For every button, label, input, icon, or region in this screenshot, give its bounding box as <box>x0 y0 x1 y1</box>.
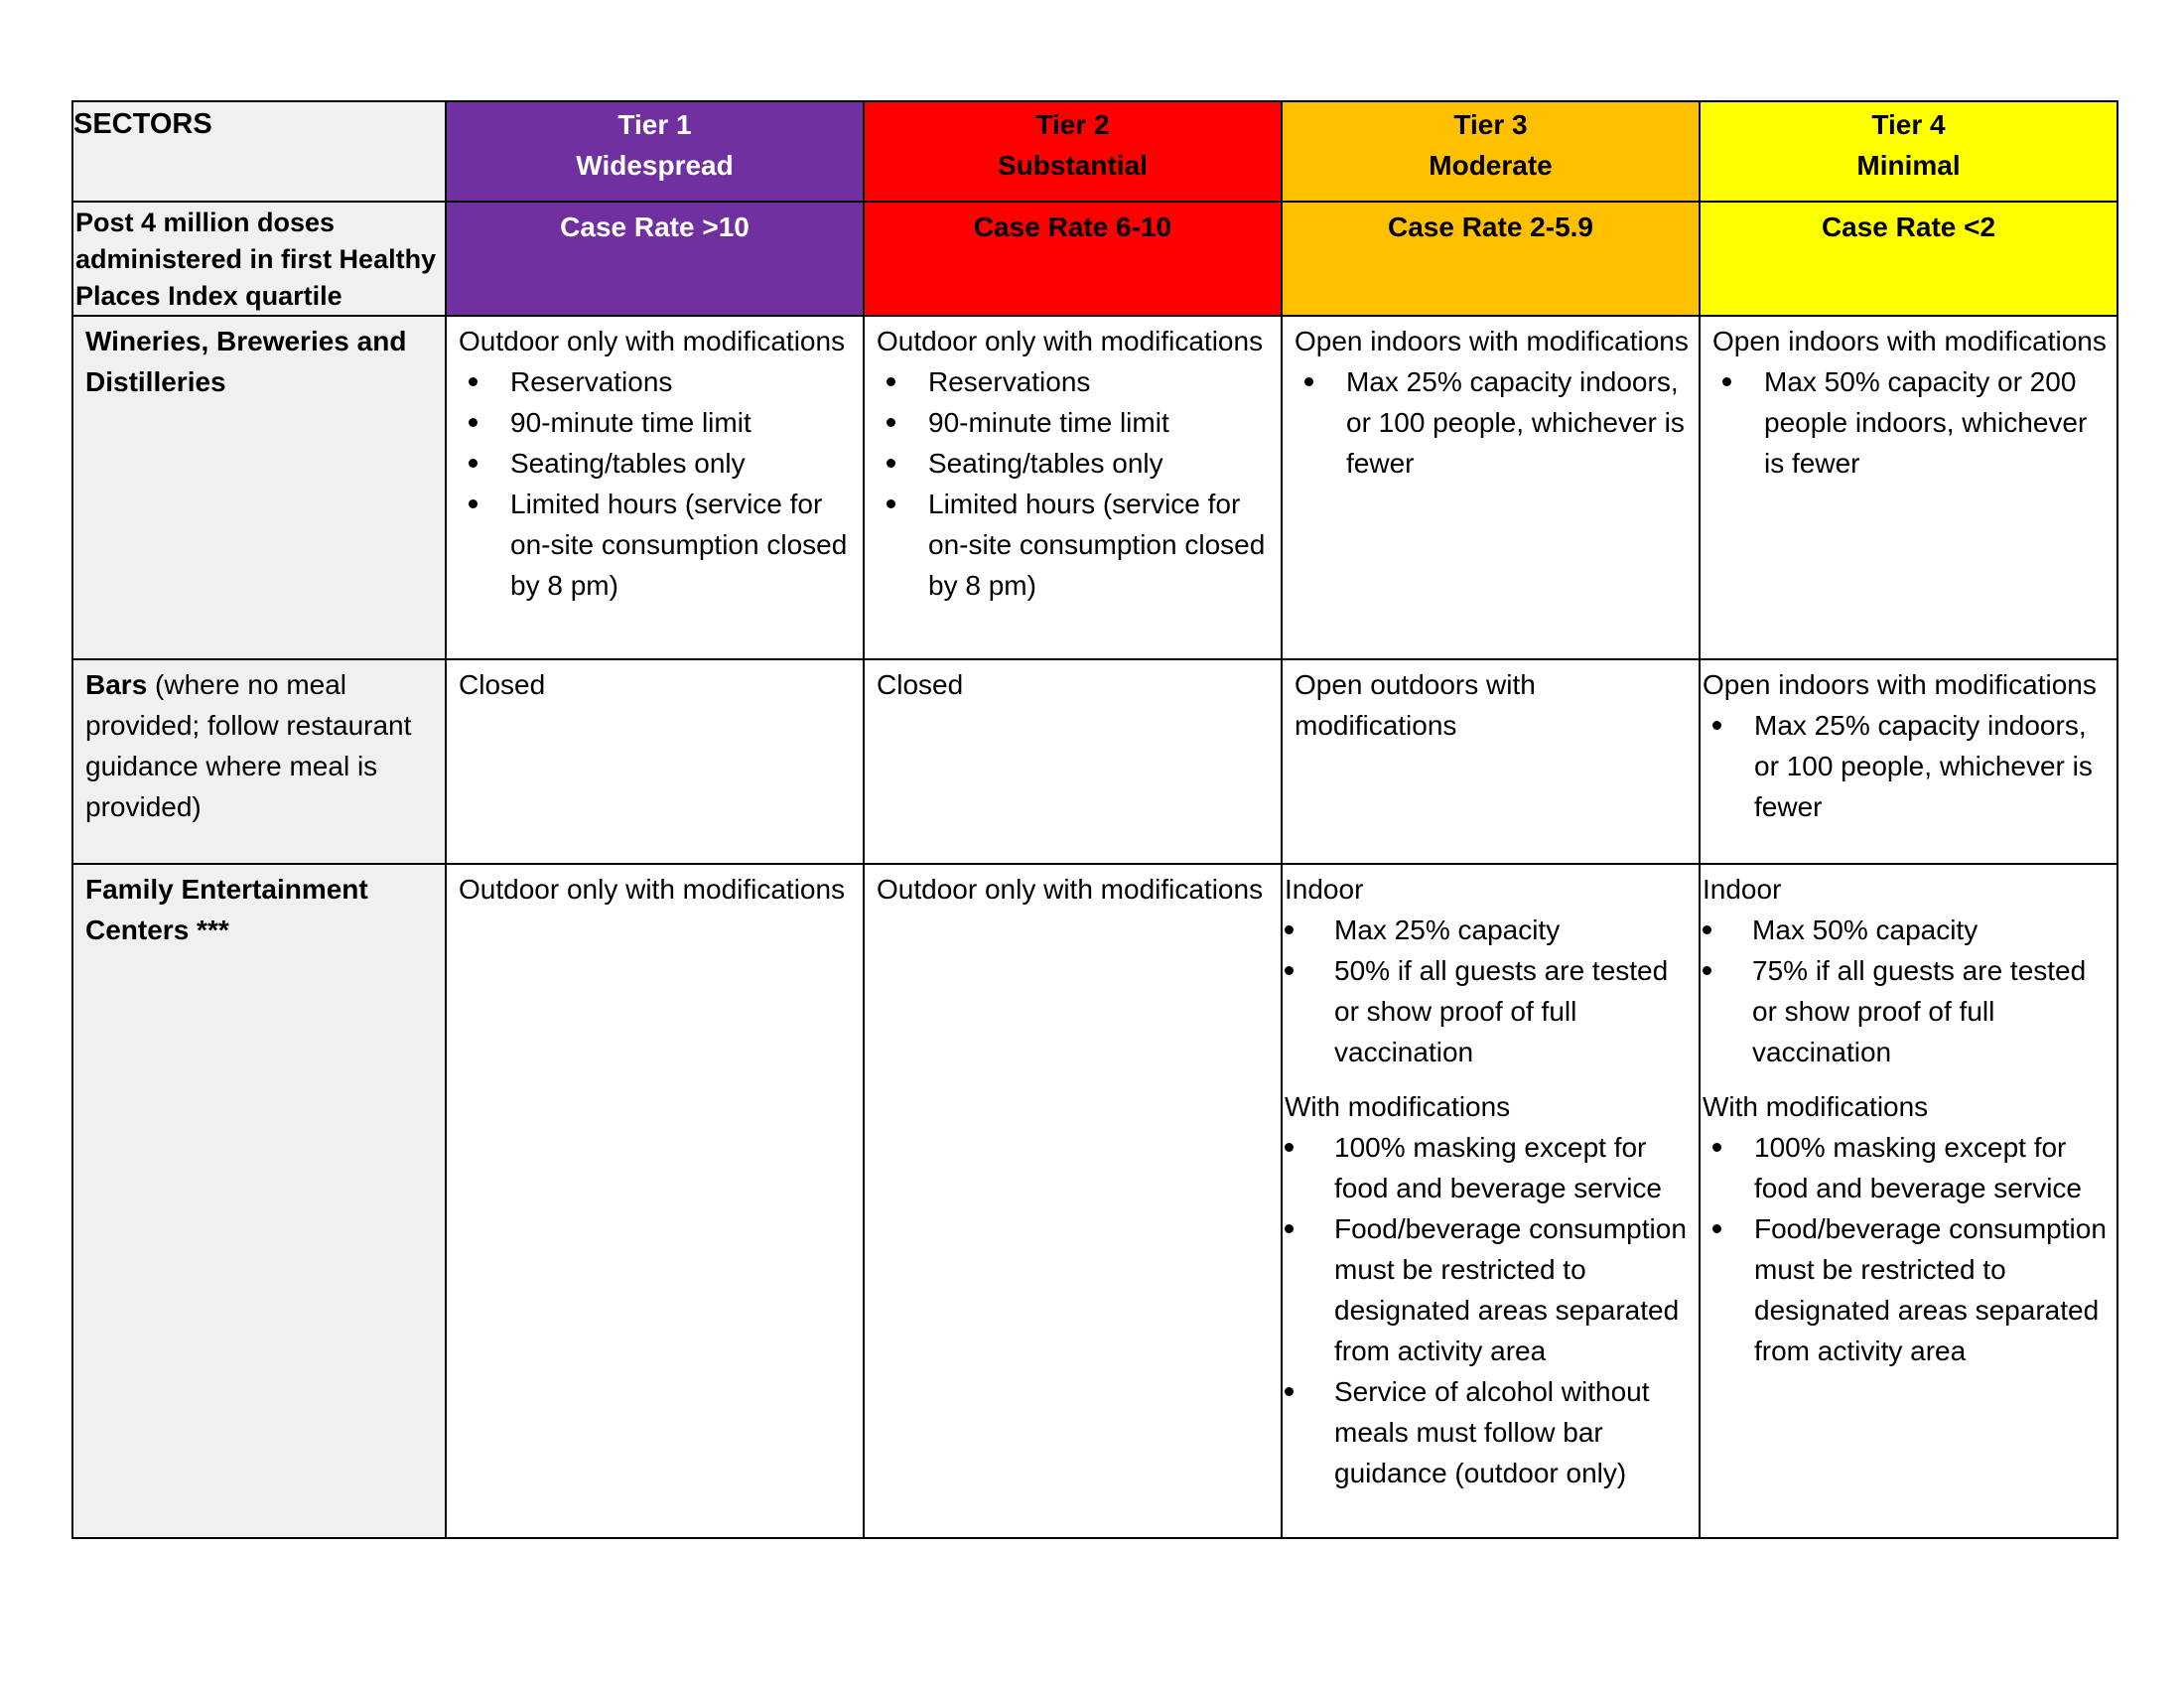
list-item: 90-minute time limit <box>459 402 859 443</box>
tier4-case-rate: Case Rate <2 <box>1700 202 2117 316</box>
list-item: Service of alcohol without meals must follow bar guidance (outdoor only) <box>1285 1371 1695 1493</box>
family-tier2-text: Outdoor only with modifications <box>877 874 1264 905</box>
tier2-name: Substantial <box>998 150 1148 181</box>
wineries-tier4-cell <box>1700 316 2117 659</box>
tier2-case-rate: Case Rate 6-10 <box>864 202 1282 316</box>
wineries-sector-name: Wineries, Breweries and Distilleries <box>85 326 407 397</box>
bars-tier4-intro: Open indoors with modifications <box>1703 669 2097 700</box>
tier4-name: Minimal <box>1856 150 1961 181</box>
bars-tier1-cell <box>446 659 864 864</box>
tier1-header <box>446 101 864 202</box>
list-item: Max 25% capacity indoors, or 100 people, whichever is fewer <box>1703 705 2113 827</box>
tier1-case-rate: Case Rate >10 <box>446 202 864 316</box>
list-item: Max 25% capacity indoors, or 100 people, whichever is fewer <box>1295 361 1695 484</box>
wineries-tier2-bullets <box>877 361 1277 606</box>
family-tier3-mods-label: With modifications <box>1285 1091 1511 1122</box>
family-tier3-indoor-label: Indoor <box>1285 874 1364 905</box>
wineries-sector-cell <box>72 316 446 659</box>
list-item: 100% masking except for food and beverage service <box>1703 1127 2113 1208</box>
list-item: Max 25% capacity <box>1285 910 1695 950</box>
bars-row <box>72 659 2117 864</box>
wineries-tier4-bullets <box>1712 361 2113 484</box>
list-item: Food/beverage consumption must be restricted to designated areas separated from activity area <box>1285 1208 1695 1371</box>
family-tier1-text: Outdoor only with modifications <box>459 874 846 905</box>
bars-tier2-text: Closed <box>877 669 964 700</box>
list-item: 50% if all guests are tested or show proof of full vaccination <box>1285 950 1695 1072</box>
bars-tier3-text: Open outdoors with modifications <box>1295 669 1536 741</box>
list-item: 100% masking except for food and beverage service <box>1285 1127 1695 1208</box>
bars-sector-text <box>73 660 445 831</box>
bars-tier1-text: Closed <box>459 669 546 700</box>
tier2-number: Tier 2 <box>1035 109 1110 140</box>
list-item: Seating/tables only <box>877 443 1277 484</box>
bars-tier3-cell <box>1282 659 1700 864</box>
wineries-tier1-cell <box>446 316 864 659</box>
bars-tier2-cell <box>864 659 1282 864</box>
case-rate-row <box>72 202 2117 316</box>
list-item: Limited hours (service for on-site consumption closed by 8 pm) <box>877 484 1277 606</box>
wineries-tier4-intro: Open indoors with modifications <box>1712 326 2107 356</box>
wineries-tier2-cell <box>864 316 1282 659</box>
tier1-name: Widespread <box>576 150 734 181</box>
bars-tier4-cell <box>1700 659 2117 864</box>
tier3-name: Moderate <box>1429 150 1553 181</box>
bars-sector-cell <box>72 659 446 864</box>
list-item: Limited hours (service for on-site consumption closed by 8 pm) <box>459 484 859 606</box>
wineries-tier2-intro: Outdoor only with modifications <box>877 326 1264 356</box>
tier4-header <box>1700 101 2117 202</box>
family-tier2-cell <box>864 864 1282 1538</box>
tier3-case-rate: Case Rate 2-5.9 <box>1282 202 1700 316</box>
family-entertainment-row <box>72 864 2117 1538</box>
family-tier4-mods-bullets <box>1703 1127 2113 1371</box>
wineries-tier3-intro: Open indoors with modifications <box>1295 326 1689 356</box>
bars-sector-name: Bars <box>85 669 148 700</box>
tier3-header <box>1282 101 1700 202</box>
family-tier4-cell <box>1700 864 2117 1538</box>
list-item: 90-minute time limit <box>877 402 1277 443</box>
family-sector-name: Family Entertainment Centers *** <box>85 874 368 945</box>
family-tier3-indoor-bullets <box>1285 910 1695 1072</box>
family-tier3-mods-bullets <box>1285 1127 1695 1493</box>
tier4-number: Tier 4 <box>1871 109 1946 140</box>
wineries-tier1-bullets <box>459 361 859 606</box>
family-tier3-cell <box>1282 864 1700 1538</box>
family-sector-cell <box>72 864 446 1538</box>
list-item: Reservations <box>459 361 859 402</box>
sectors-label: SECTORS <box>73 108 212 140</box>
wineries-tier3-bullets <box>1295 361 1695 484</box>
list-item: Food/beverage consumption must be restricted to designated areas separated from activity area <box>1703 1208 2113 1371</box>
list-item: Max 50% capacity <box>1703 910 2113 950</box>
wineries-tier1-intro: Outdoor only with modifications <box>459 326 846 356</box>
sectors-header-cell <box>72 101 446 202</box>
list-item: Reservations <box>877 361 1277 402</box>
tier3-number: Tier 3 <box>1453 109 1528 140</box>
tier2-header <box>864 101 1282 202</box>
list-item: Max 50% capacity or 200 people indoors, whichever is fewer <box>1712 361 2113 484</box>
family-tier1-cell <box>446 864 864 1538</box>
wineries-row <box>72 316 2117 659</box>
tier-guidance-table <box>71 100 2118 1539</box>
wineries-tier3-cell <box>1282 316 1700 659</box>
family-tier4-mods-label: With modifications <box>1703 1091 1929 1122</box>
subheading-cell <box>72 202 446 316</box>
bars-sector-note: (where no meal provided; follow restaurant guidance where meal is provided) <box>85 669 412 822</box>
tier1-number: Tier 1 <box>617 109 692 140</box>
subheading-text: Post 4 million doses administered in first Healthy Places Index quartile <box>75 208 437 311</box>
list-item: Seating/tables only <box>459 443 859 484</box>
family-tier4-indoor-bullets <box>1703 910 2113 1072</box>
bars-tier4-bullets <box>1703 705 2113 827</box>
list-item: 75% if all guests are tested or show proof of full vaccination <box>1703 950 2113 1072</box>
tier-header-row <box>72 101 2117 202</box>
family-tier4-indoor-label: Indoor <box>1703 874 1782 905</box>
